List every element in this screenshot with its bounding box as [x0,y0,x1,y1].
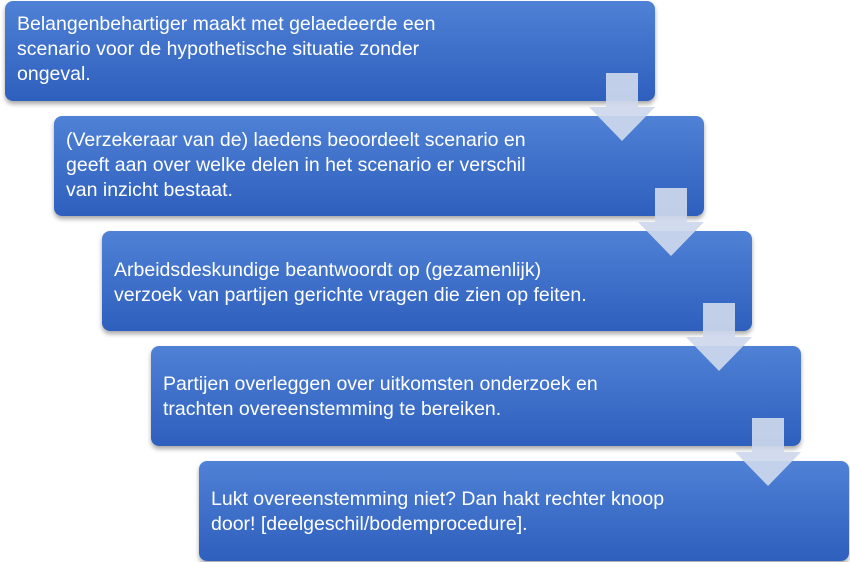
step-5-text: Lukt overeenstemming niet? Dan hakt rechter knoop door! [deelgeschil/bodemprocedure]. [211,488,665,535]
process-step-1 [5,1,655,101]
step-2-text: (Verzekeraar van de) laedens beoordeelt scenario en geeft aan over welke delen in het scenario er verschil van inzicht bestaat. [66,129,526,201]
down-arrow-icon [638,188,704,256]
down-arrow-icon [589,73,655,141]
step-3-text: Arbeidsdeskundige beantwoordt op (gezamenlijk) verzoek van partijen gerichte vragen die zien op feiten. [114,259,587,306]
down-arrow-icon [735,418,801,486]
down-arrow-icon [686,303,752,371]
step-4-text: Partijen overleggen over uitkomsten onderzoek en trachten overeenstemming te bereiken. [163,373,598,420]
step-1-text: Belangenbehartiger maakt met gelaedeerde een scenario voor de hypothetische situatie zonder ongeval. [17,13,436,85]
